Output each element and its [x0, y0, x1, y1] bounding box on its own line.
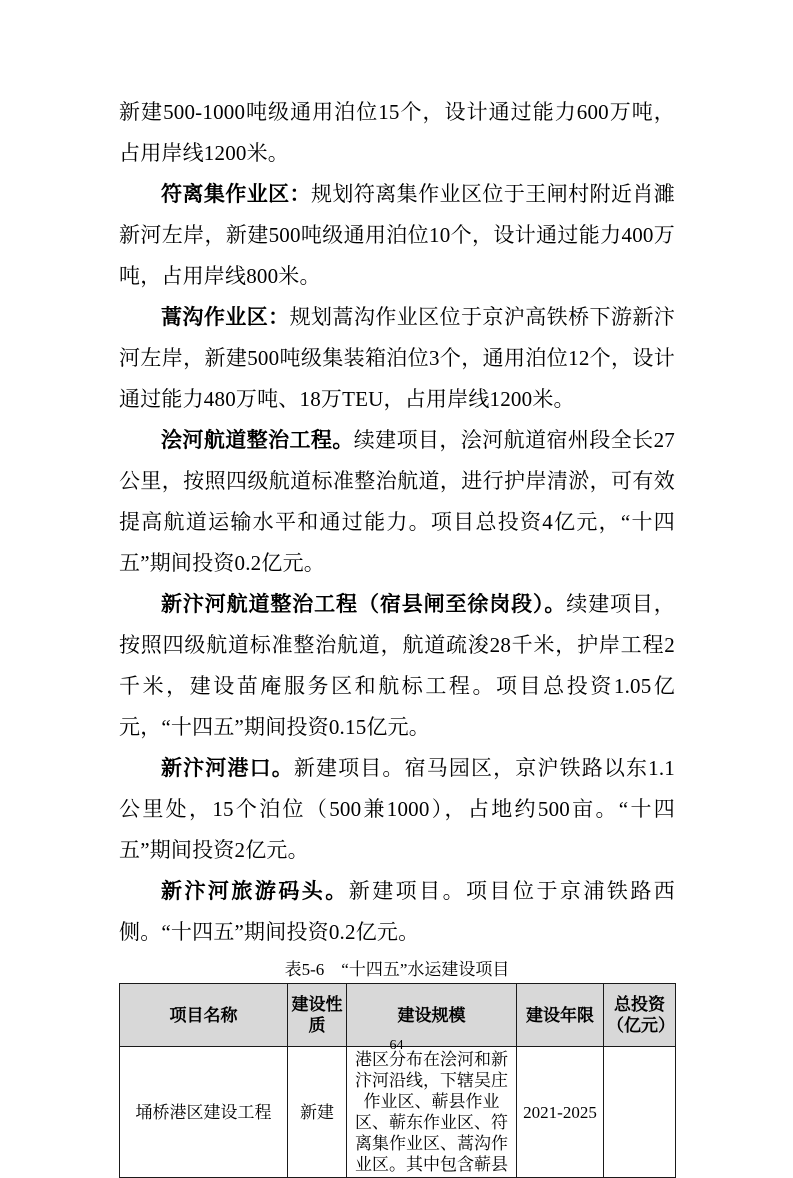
paragraph-lead: 新汴河航道整治工程（宿县闸至徐岗段）。 [161, 592, 567, 616]
paragraph [119, 584, 675, 748]
table-header-cell: 项目名称 [120, 984, 288, 1047]
table-cell: 港区分布在浍河和新汴河沿线，下辖吴庄作业区、蕲县作业区、蕲东作业区、符离集作业区、蒿沟作业区。其中包含蕲县 [347, 1047, 517, 1178]
paragraph-lead: 浍河航道整治工程。 [161, 428, 354, 452]
projects-table [119, 983, 676, 1178]
paragraph-text: 新建项目。项目位于京浦铁路西侧。“十四五”期间投资0.2亿元。 [119, 879, 675, 944]
paragraph-text: 新建项目。宿马园区，京沪铁路以东1.1公里处，15个泊位（500兼1000），占地约500亩。“十四五”期间投资2亿元。 [119, 756, 675, 862]
document-body [119, 92, 675, 1178]
paragraph-text: 规划符离集作业区位于王闸村附近肖濉新河左岸，新建500吨级通用泊位10个，设计通过能力400万吨，占用岸线800米。 [119, 182, 675, 288]
paragraph-lead: 符离集作业区： [161, 182, 311, 206]
paragraph [119, 871, 675, 953]
table-body [120, 1047, 676, 1178]
table-cell: 新建 [288, 1047, 347, 1178]
paragraph-lead: 新汴河旅游码头。 [161, 879, 349, 903]
paragraph [119, 174, 675, 297]
table-cell: 埇桥港区建设工程 [120, 1047, 288, 1178]
table-cell: 2021-2025 [517, 1047, 604, 1178]
table-cell [604, 1047, 676, 1178]
paragraph [119, 92, 675, 174]
page-number: 64 [389, 1038, 404, 1053]
paragraph-lead: 蒿沟作业区： [161, 305, 290, 329]
table-header-cell: 建设性质 [288, 984, 347, 1047]
table-header-cell: 建设规模 [347, 984, 517, 1047]
table-row [120, 1047, 676, 1178]
table-caption: 表5-6 “十四五”水运建设项目 [284, 960, 510, 979]
paragraph [119, 297, 675, 420]
paragraph-lead: 新汴河港口。 [161, 756, 294, 780]
paragraphs [119, 92, 675, 953]
paragraph [119, 420, 675, 584]
paragraph-text: 规划蒿沟作业区位于京沪高铁桥下游新汴河左岸，新建500吨级集装箱泊位3个，通用泊位12个，设计通过能力480万吨、18万TEU，占用岸线1200米。 [119, 305, 675, 411]
table-header-cell: 总投资（亿元） [604, 984, 676, 1047]
paragraph [119, 748, 675, 871]
paragraph-text: 新建500-1000吨级通用泊位15个，设计通过能力600万吨，占用岸线1200米。 [119, 100, 675, 165]
paragraph-text: 续建项目，浍河航道宿州段全长27公里，按照四级航道标准整治航道，进行护岸清淤，可有效提高航道运输水平和通过能力。项目总投资4亿元，“十四五”期间投资0.2亿元。 [119, 428, 675, 575]
table-header-cell: 建设年限 [517, 984, 604, 1047]
paragraph-text: 续建项目，按照四级航道标准整治航道，航道疏浚28千米，护岸工程2千米，建设苗庵服务区和航标工程。项目总投资1.05亿元，“十四五”期间投资0.15亿元。 [119, 592, 675, 739]
